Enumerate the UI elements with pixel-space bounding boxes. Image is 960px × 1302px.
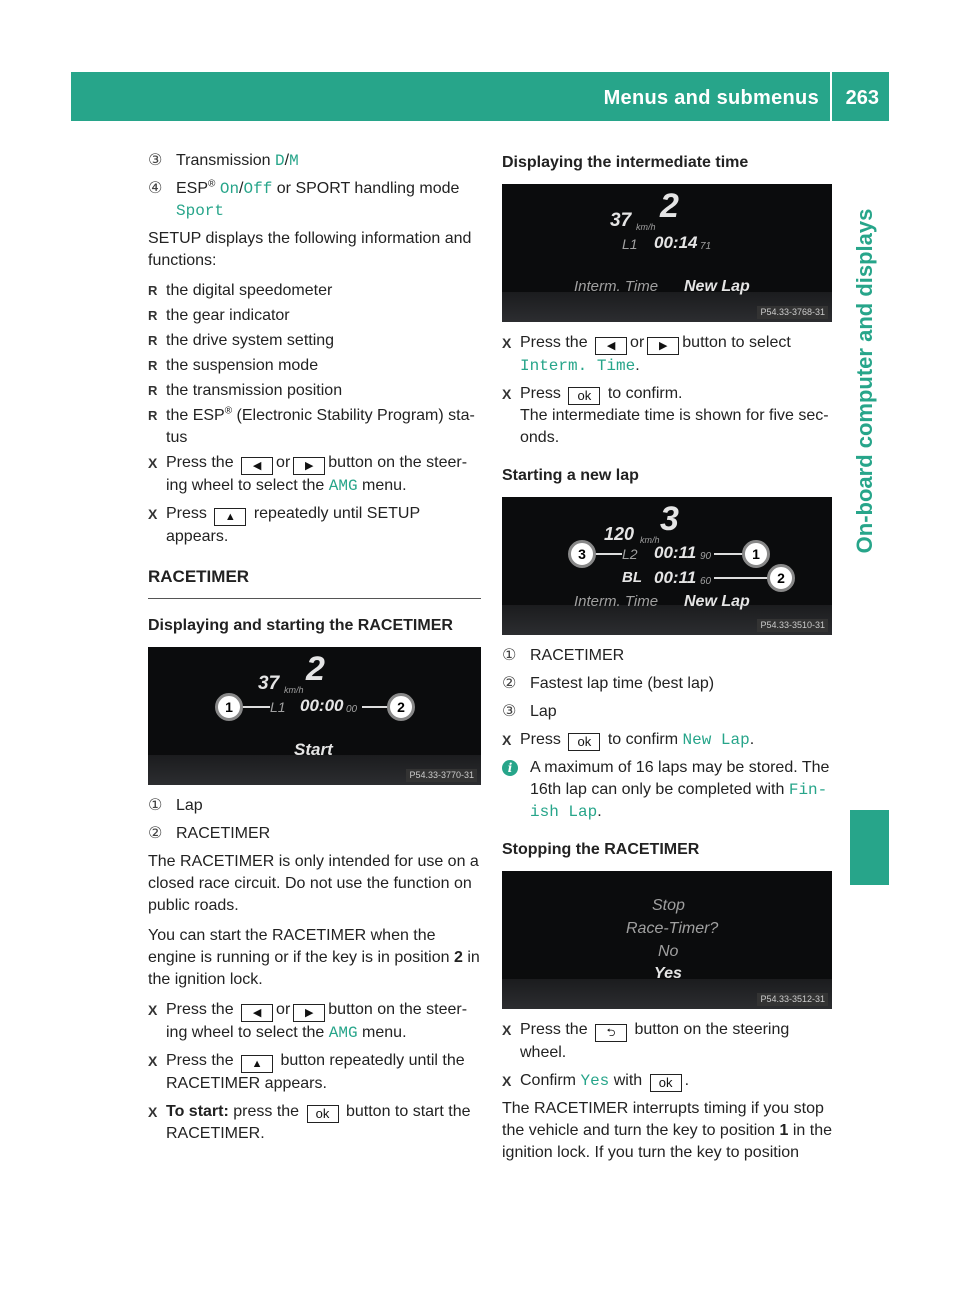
display-image-start xyxy=(148,647,481,785)
header-title: Menus and submenus xyxy=(603,87,819,109)
step-text: button on the steering wheel to select the xyxy=(166,454,468,494)
left-arrow-key-icon: ◀ xyxy=(595,337,627,355)
amg-menu-label: AMG xyxy=(328,477,358,495)
display-lap: L2 xyxy=(622,546,638,562)
interm-time-label: Interm. Time xyxy=(520,357,636,375)
display-image-new-lap xyxy=(502,497,832,635)
display-time: 00:14 xyxy=(654,233,698,252)
transmission-d: D xyxy=(275,152,285,170)
display-option-newlap: New Lap xyxy=(684,593,750,610)
para-text: in the ignition lock. If you turn the key to position xyxy=(502,1122,833,1161)
step-text: Press the xyxy=(520,334,588,351)
callout-2: 2 xyxy=(767,564,795,592)
esp-rest: or SPORT handling mode xyxy=(276,180,460,197)
step-text: or xyxy=(630,334,645,351)
step-text: The intermediate time is shown for five seconds. xyxy=(520,407,829,446)
side-marker-block xyxy=(850,810,889,885)
step-text: Confirm xyxy=(520,1072,577,1089)
transmission-label: Transmission xyxy=(176,152,271,169)
setup-intro: SETUP displays the following information and functions: xyxy=(148,230,472,269)
legend-text: Lap xyxy=(530,703,557,720)
legend-item-racetimer xyxy=(148,823,481,845)
period: . xyxy=(635,357,640,374)
ok-key-icon: ok xyxy=(568,733,600,751)
callout-2: 2 xyxy=(387,693,415,721)
marker-3: ③ xyxy=(148,152,163,169)
display-speed-unit: km/h xyxy=(284,685,304,695)
paragraph-interrupt xyxy=(502,1098,832,1164)
marker-1: ① xyxy=(148,797,163,814)
right-arrow-key-icon: ▶ xyxy=(647,337,679,355)
display-image-intermediate xyxy=(502,184,832,322)
display-speed-unit: km/h xyxy=(636,222,656,232)
info-icon: i xyxy=(502,760,518,776)
display-lap: L1 xyxy=(622,236,638,252)
new-lap-label: New Lap xyxy=(682,731,750,749)
display-yes-option: Yes xyxy=(654,965,682,982)
marker-2: ② xyxy=(148,825,163,842)
step-text: Press the xyxy=(520,1021,588,1038)
image-code: P54.33-3512-31 xyxy=(757,993,828,1006)
step-text: Press the xyxy=(166,1001,234,1018)
step-text: button to select xyxy=(682,334,791,351)
step-text: or xyxy=(276,454,291,471)
bullet-item: R the gear indicator xyxy=(148,305,481,327)
display-no-option: No xyxy=(658,943,679,960)
step-text: Press xyxy=(520,385,561,402)
legend-text: RACETIMER xyxy=(530,647,625,664)
ok-key-icon: ok xyxy=(650,1074,682,1092)
step-text: menu. xyxy=(362,1024,407,1041)
para-text: The RACETIMER interrupts timing if you stop the vehicle and turn the key to position xyxy=(502,1100,824,1139)
subheading-start: Displaying and starting the RACETIMER xyxy=(148,617,453,634)
esp-off: Off xyxy=(243,180,273,198)
step-text: Press xyxy=(520,731,561,748)
period: . xyxy=(749,731,755,748)
display-stop-line: Stop xyxy=(652,897,685,914)
display-option-newlap: New Lap xyxy=(684,278,750,295)
legend-item-best-lap xyxy=(502,673,832,695)
back-key-icon: ⮌ xyxy=(595,1024,627,1042)
step-to-start xyxy=(148,1101,481,1145)
esp-label: ESP xyxy=(176,180,209,197)
step-text: button on the steering wheel. xyxy=(520,1021,790,1061)
step-press-up xyxy=(148,503,481,548)
paragraph-start-condition xyxy=(148,925,481,991)
legend-item-transmission xyxy=(148,150,481,172)
display-start-option: Start xyxy=(294,740,333,759)
bullet-item: R the digital speedometer xyxy=(148,280,481,302)
up-arrow-key-icon: ▲ xyxy=(241,1055,273,1073)
subheading-stop: Stopping the RACETIMER xyxy=(502,841,700,858)
finish-lap-label: Finish Lap xyxy=(530,781,828,821)
step-press-back xyxy=(502,1019,832,1064)
header-divider xyxy=(830,72,832,121)
legend-item-esp xyxy=(148,178,481,222)
right-arrow-key-icon: ▶ xyxy=(293,457,325,475)
display-best-time: 00:11 xyxy=(654,568,697,587)
registered-mark: ® xyxy=(208,178,216,190)
left-arrow-key-icon: ◀ xyxy=(241,457,273,475)
step-text: Press the xyxy=(166,454,234,471)
bullet-item: R the drive system setting xyxy=(148,330,481,352)
esp-on: On xyxy=(219,180,240,198)
esp-sport: Sport xyxy=(176,202,225,220)
callout-3: 3 xyxy=(568,540,596,568)
step-text: or xyxy=(276,1001,291,1018)
callout-1: 1 xyxy=(742,540,770,568)
side-tab-label: On-board computer and displays xyxy=(851,208,877,554)
callout-line xyxy=(240,706,270,708)
legend-item-lap xyxy=(148,795,481,817)
side-tab xyxy=(840,121,889,641)
page-number: 263 xyxy=(845,87,879,109)
display-option-interm: Interm. Time xyxy=(574,593,659,610)
page-header xyxy=(71,72,889,121)
display-image-stop xyxy=(502,871,832,1009)
ok-key-icon: ok xyxy=(568,387,600,405)
step-confirm-yes xyxy=(502,1070,832,1092)
period: . xyxy=(684,1072,690,1089)
yes-label: Yes xyxy=(580,1072,610,1090)
bullet-item: R the transmission position xyxy=(148,380,481,402)
step-text: press the xyxy=(233,1103,300,1120)
step-confirm-new-lap xyxy=(502,729,832,751)
display-option-interm: Interm. Time xyxy=(574,278,659,295)
step-select-amg xyxy=(148,452,481,497)
display-hundredths: 00 xyxy=(346,704,358,715)
image-code: P54.33-3770-31 xyxy=(406,769,477,782)
left-arrow-key-icon: ◀ xyxy=(241,1004,273,1022)
transmission-sep: / xyxy=(284,152,290,169)
bullet-item: R the suspension mode xyxy=(148,355,481,377)
info-note xyxy=(502,757,832,823)
para-text: in the ignition lock. xyxy=(148,949,480,988)
image-code: P54.33-3768-31 xyxy=(757,306,828,319)
display-hundredths: 90 xyxy=(700,551,712,562)
step-text: Press the xyxy=(166,1052,234,1069)
registered-mark: ® xyxy=(224,405,233,417)
image-code: P54.33-3510-31 xyxy=(757,619,828,632)
callout-line xyxy=(714,577,770,579)
marker-2: ② xyxy=(502,675,517,692)
display-race-timer-line: Race-Timer? xyxy=(626,920,719,937)
legend-text: Fastest lap time (best lap) xyxy=(530,675,715,692)
right-arrow-key-icon: ▶ xyxy=(293,1004,325,1022)
section-heading-racetimer: RACETIMER xyxy=(148,566,481,599)
bullet-item-esp xyxy=(148,405,481,449)
step-text: button on the steering wheel to select the xyxy=(166,1001,468,1041)
display-time: 00:00 xyxy=(300,696,344,715)
bullet-esp-b: (Electronic Stability Program) status xyxy=(166,407,475,446)
step-text: Press xyxy=(166,505,207,522)
legend-text: Lap xyxy=(176,797,203,814)
marker-3: ③ xyxy=(502,703,517,720)
paragraph-usage: The RACETIMER is only intended for use on a closed race circuit. Do not use the function on public roads. xyxy=(148,853,479,914)
key-position: 1 xyxy=(779,1122,789,1139)
left-column xyxy=(148,150,481,1151)
display-time: 00:11 xyxy=(654,543,697,562)
legend-item-lap xyxy=(502,701,832,723)
display-speed: 120 xyxy=(604,524,635,544)
up-arrow-key-icon: ▲ xyxy=(214,508,246,526)
callout-line xyxy=(594,553,622,555)
para-text: You can start the RACETIMER when the engine is running or if the key is in position xyxy=(148,927,450,966)
display-best-lap: BL xyxy=(622,569,642,586)
legend-item-racetimer xyxy=(502,645,832,667)
step-text: to confirm xyxy=(607,731,679,748)
ok-key-icon: ok xyxy=(307,1105,339,1123)
step-text: menu. xyxy=(362,477,407,494)
display-speed: 37 xyxy=(258,673,280,694)
step-text: with xyxy=(613,1072,643,1089)
display-speed: 37 xyxy=(610,210,632,231)
step-text: repeatedly until SETUP appears. xyxy=(166,505,420,545)
subheading-new-lap: Starting a new lap xyxy=(502,467,639,484)
transmission-m: M xyxy=(289,152,299,170)
display-lap: L1 xyxy=(270,699,286,715)
amg-menu-label: AMG xyxy=(328,1024,358,1042)
period: . xyxy=(597,803,602,820)
step-text: button repeatedly until the RACETIMER appears. xyxy=(166,1052,465,1092)
marker-4: ④ xyxy=(148,180,163,197)
step-bold: To start: xyxy=(166,1103,229,1120)
step-select-interm xyxy=(502,332,832,377)
step-press-up-2 xyxy=(148,1050,481,1095)
info-text: A maximum of 16 laps may be stored. The 16th lap can only be completed with xyxy=(530,759,830,798)
legend-text: RACETIMER xyxy=(176,825,271,842)
callout-1: 1 xyxy=(215,693,243,721)
step-text: button to start the RACETIMER. xyxy=(166,1103,471,1142)
step-confirm-interm xyxy=(502,383,832,449)
display-gear: 2 xyxy=(660,187,679,225)
marker-1: ① xyxy=(502,647,517,664)
key-position: 2 xyxy=(453,949,463,966)
display-best-hundredths: 60 xyxy=(700,576,712,587)
display-speed-unit: km/h xyxy=(640,535,660,545)
step-text: to confirm. xyxy=(607,385,683,402)
display-gear: 2 xyxy=(306,650,325,688)
bullet-esp-a: the ESP xyxy=(166,407,225,424)
display-hundredths: 71 xyxy=(700,241,712,252)
display-gear: 3 xyxy=(660,500,679,538)
right-column xyxy=(502,150,832,1172)
subheading-intermediate: Displaying the intermediate time xyxy=(502,154,749,171)
esp-sep: / xyxy=(239,180,244,197)
step-select-amg-2 xyxy=(148,999,481,1044)
